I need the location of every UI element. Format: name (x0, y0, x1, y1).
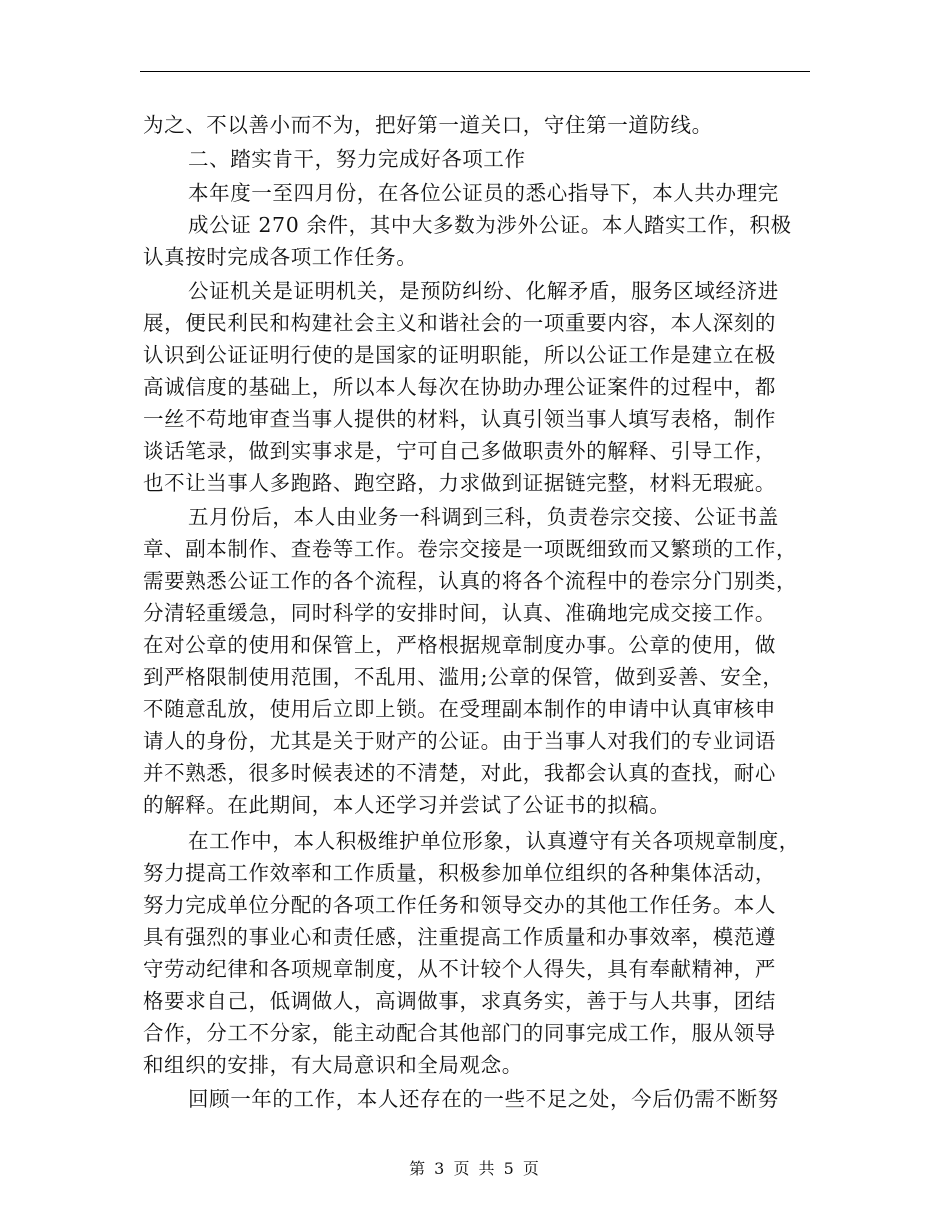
text-line: 回顾一年的工作，本人还存在的一些不足之处，今后仍需不断努 (188, 1087, 779, 1111)
text-line: 也不让当事人多跑路、跑空路，力求做到证据链完整，材料无瑕疵。 (143, 471, 776, 495)
text-line: 具有强烈的事业心和责任感，注重提高工作质量和办事效率，模范遵 (143, 925, 776, 949)
text-line: 请人的身份，尤其是关于财产的公证。由于当事人对我们的专业词语 (143, 729, 776, 753)
text-line: 高诚信度的基础上，所以本人每次在协助办理公证案件的过程中，都 (143, 375, 776, 399)
text-line: 认识到公证证明行使的是国家的证明职能，所以公证工作是建立在极 (143, 343, 776, 367)
text-line: 并不熟悉，很多时候表述的不清楚，对此，我都会认真的查找，耐心 (143, 761, 776, 785)
header-rule (140, 71, 810, 72)
text-line: 的解释。在此期间，本人还学习并尝试了公证书的拟稿。 (143, 793, 671, 817)
text-line: 格要求自己，低调做人，高调做事，求真务实，善于与人共事，团结 (143, 989, 776, 1013)
text-line: 守劳动纪律和各项规章制度，从不计较个人得失，具有奉献精神，严 (143, 957, 776, 981)
section-heading: 二、踏实肯干，努力完成好各项工作 (188, 147, 526, 171)
text-line: 努力提高工作效率和工作质量，积极参加单位组织的各种集体活动， (143, 861, 776, 885)
text-line: 和组织的安排，有大局意识和全局观念。 (143, 1053, 523, 1077)
text-line: 五月份后，本人由业务一科调到三科，负责卷宗交接、公证书盖 (188, 505, 779, 529)
text-line: 公证机关是证明机关，是预防纠纷、化解矛盾，服务区域经济进 (188, 279, 779, 303)
text-line: 在工作中，本人积极维护单位形象，认真遵守有关各项规章制度， (188, 829, 800, 853)
text-line: 展，便民利民和构建社会主义和谐社会的一项重要内容，本人深刻的 (143, 311, 776, 335)
text-line: 成公证 270 余件，其中大多数为涉外公证。本人踏实工作，积极 (188, 213, 792, 237)
text-line: 一丝不苟地审查当事人提供的材料，认真引领当事人填写表格，制作 (143, 407, 776, 431)
text-line: 谈话笔录，做到实事求是，宁可自己多做职责外的解释、引导工作， (143, 439, 776, 463)
text-line: 需要熟悉公证工作的各个流程，认真的将各个流程中的卷宗分门别类， (143, 569, 798, 593)
text-line: 章、副本制作、查卷等工作。卷宗交接是一项既细致而又繁琐的工作， (143, 537, 798, 561)
text-line: 合作，分工不分家，能主动配合其他部门的同事完成工作，服从领导 (143, 1021, 776, 1045)
text-line: 在对公章的使用和保管上，严格根据规章制度办事。公章的使用，做 (143, 633, 776, 657)
text-line: 认真按时完成各项工作任务。 (143, 245, 418, 269)
text-line: 到严格限制使用范围，不乱用、滥用;公章的保管，做到妥善、安全， (143, 665, 784, 689)
text-line: 本年度一至四月份，在各位公证员的悉心指导下，本人共办理完 (188, 181, 779, 205)
text-line: 分清轻重缓急，同时科学的安排时间，认真、准确地完成交接工作。 (143, 601, 776, 625)
text-line: 努力完成单位分配的各项工作任务和领导交办的其他工作任务。本人 (143, 893, 776, 917)
page-number: 第 3 页 共 5 页 (409, 1159, 541, 1178)
text-line: 为之、不以善小而不为，把好第一道关口，守住第一道防线。 (143, 113, 713, 137)
text-line: 不随意乱放，使用后立即上锁。在受理副本制作的申请中认真审核申 (143, 697, 776, 721)
